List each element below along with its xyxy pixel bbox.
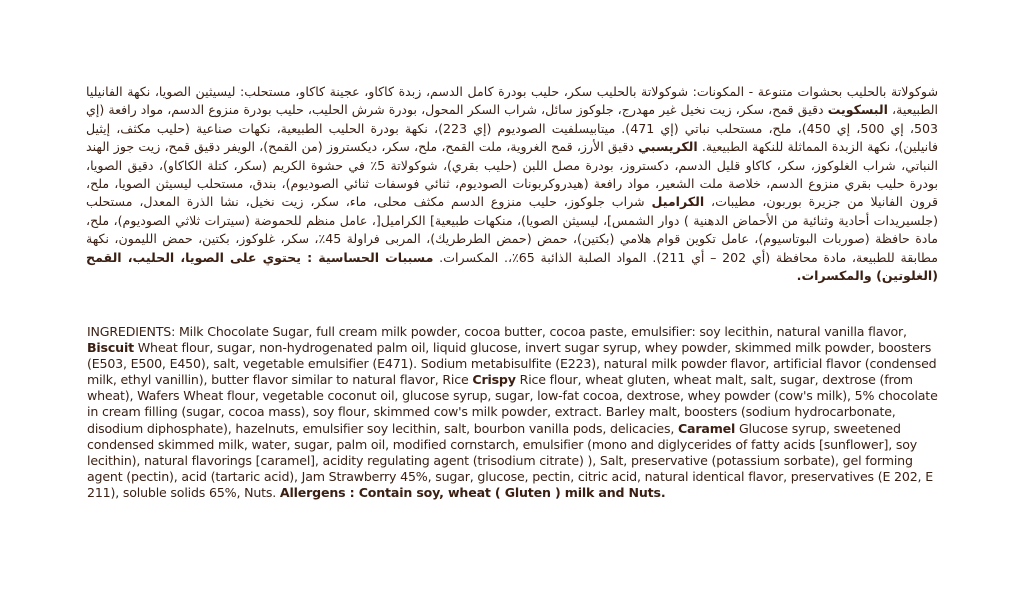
arabic-ingredients-text-4: شراب جلوكوز، حليب منزوع الدسم مكثف محلى، ماء، سكر، زيت نخيل، نشا الذرة المعدل، مستحلب (جلسيريدات أحادية وثنائية من الأحماض الدهنية ) دوار الشمس]، ليسيثن الصويا)، منكهات طبيعية] الكراميل[، عامل منظم للحموضة (سيترات ثلاثي الصوديوم)، ملح، مادة حافظة (صوربات البوتاسيوم)، عامل تكوين قوام هلامي (بكتين)، حمض (حمض الطرطريك)، المربى فراولة 45٪، سكر، غلوكوز، بكتين، حمض الليمون، نكهة مطابقة للطبيعة، مادة محافظة (أي 202 – أي 211). المواد الصلبة الذائبة 65٪،. المكسرات.	[86, 194, 939, 265]
english-caramel-heading: Caramel	[677, 420, 736, 436]
arabic-allergens: مسببات الحساسية : يحتوي على الصويا، الحليب، القمح (الغلوتين) والمكسرات.	[86, 249, 938, 284]
arabic-crispy-heading: الكريسبي	[638, 139, 698, 155]
english-ingredients-text-1: INGREDIENTS: Milk Chocolate Sugar, full cream milk powder, cocoa butter, cocoa paste, emulsifier: soy lecithin, natural vanilla flavor,	[87, 324, 907, 339]
english-ingredients	[87, 324, 939, 501]
english-ingredients-text-4: Glucose syrup, sweetened condensed skimmed milk, water, sugar, palm oil, modified cornstarch, emulsifier (mono and diglycerides of fatty acids [sunflower], soy lecithin), natural flavorings [caramel], acidity regulating agent (trisodium citrate) ), Salt, preservative (potassium sorbate), gel forming agent (pectin), acid (tartaric acid), Jam Strawberry 45%, sugar, glucose, pectin, citric acid, natural identical flavor, preservatives (E 202, E 211), soluble solids 65%, Nuts.	[87, 420, 933, 500]
arabic-ingredients	[86, 83, 938, 285]
english-biscuit-heading: Biscuit	[87, 340, 134, 356]
english-crispy-heading: Crispy	[472, 372, 516, 388]
arabic-biscuit-heading: البسكويت	[827, 102, 888, 118]
english-ingredients-text-2: Wheat flour, sugar, non-hydrogenated palm oil, liquid glucose, invert sugar syrup, whey powder, skimmed milk powder, boosters (E503, E500, E450), salt, vegetable emulsifier (E471). Sodium metabisulfite (E223), natural milk powder flavor, artificial flavor (condensed milk, ethyl vanillin), butter flavor similar to natural flavor, Rice	[87, 340, 937, 388]
english-ingredients-text-3: Rice flour, wheat gluten, wheat malt, salt, sugar, dextrose (from wheat), Wafers Wheat flour, vegetable coconut oil, glucose syrup, sugar, low-fat cocoa, dextrose, whey powder (cow's milk), 5% chocolate in cream filling (sugar, cocoa mass), soy flour, skimmed cow's milk powder, extract. Barley malt, boosters (sodium hydrocarbonate, disodium diphosphate), hazelnuts, emulsifier soy lecithin, salt, bourbon vanilla pods, delicacies,	[87, 372, 938, 436]
arabic-ingredients-text-3: دقيق الأرز، قمح الغروية، ملت القمح، ملح، سكر، ديكستروز (من القمح)، الويفر دقيق قمح، زيت جوز الهند النباتي، شراب الغلوكوز، سكر، كاكاو قليل الدسم، دكستروز، بودرة مصل اللبن (حليب بقري)، شوكولاتة 5٪ في حشوة الكريم (سكر، كتلة الكاكاو)، دقيق الصويا، بودرة حليب بقري منزوع الدسم، خلاصة ملت الشعير، مواد رافعة (هيدروكربونات الصوديوم، ثنائي فوسفات ثنائي الصوديوم)، بندق، مستحلب ليسيثن الصويا، ملح، قرون الفانيلا من جزيرة بوربون، مطيبات،	[86, 139, 938, 210]
arabic-caramel-heading: الكراميل	[651, 194, 705, 210]
arabic-ingredients-text-1: شوكولاتة بالحليب بحشوات متنوعة - المكونات: شوكولاتة بالحليب سكر، حليب بودرة كامل الدسم، زبدة كاكاو، عجينة كاكاو، مستحلب: ليسيثين الصويا، نكهة الفانيليا الطبيعية،	[86, 84, 938, 118]
arabic-ingredients-text-2: دقيق قمح، سكر، زيت نخيل غير مهدرج، جلوكوز سائل، شراب السكر المحول، بودرة شرش الحليب، حليب بودرة منزوع الدسم، مواد رافعة (إي 503، إي 500، إي 450)، ملح، مستحلب نباتي (إي 471). ميتابيسلفيت الصوديوم (إي 223)، نكهة بودرة الحليب الطبيعية، نكهات صناعية (حليب مكثف، إيثيل فانيلين)، نكهة الزبدة المماثلة للنكهة الطبيعية.	[86, 102, 939, 155]
english-allergens: Allergens : Contain soy, wheat ( Gluten ) milk and Nuts.	[279, 484, 666, 500]
